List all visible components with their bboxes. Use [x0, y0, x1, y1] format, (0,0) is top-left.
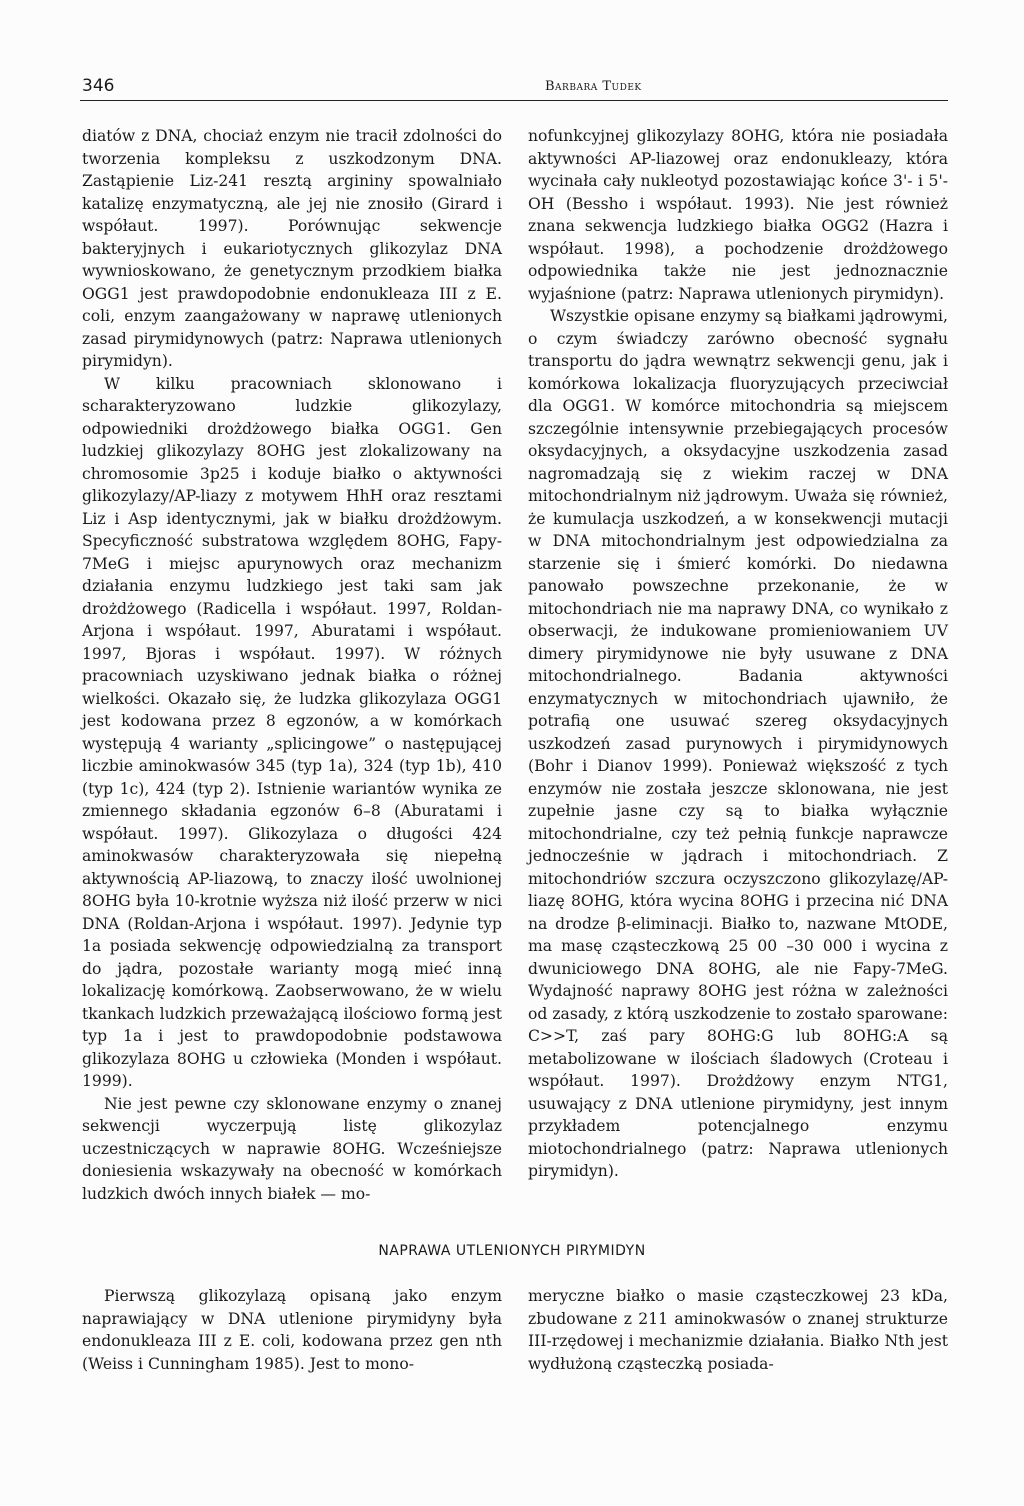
paragraph: nofunkcyjnej glikozylazy 8OHG, która nie posiadała aktywności AP-liazowej oraz endonukleazy, która wycinała cały nukleotyd pozostawiając końce 3'- i 5'-OH (Bessho i współaut. 1993). Nie jest również znana sekwencja ludzkiego białka OGG2 (Hazra i współaut. 1998), a pochodzenie drożdżowego odpowiednika także nie jest jednoznacznie wyjaśnione (patrz: Naprawa utlenionych pirymidyn).	[528, 127, 948, 303]
page-number: 346	[82, 76, 115, 96]
section-title: NAPRAWA UTLENIONYCH PIRYMIDYN	[378, 1243, 646, 1259]
page-header	[80, 74, 948, 101]
paragraph: W kilku pracowniach sklonowano i scharakteryzowano ludzkie glikozylazy, odpowiedniki drożdżowego białka OGG1. Gen ludzkiej glikozylazy 8OHG jest zlokalizowany na chromosomie 3p25 i koduje białko o aktywności glikozylazy/AP-liazy z motywem HhH oraz resztami Liz i Asp identycznymi, jak w białku drożdżowym. Specyficzność substratowa względem 8OHG, Fapy-7MeG i miejsc apurynowych oraz mechanizm działania enzymu ludzkiego jest taki sam jak drożdżowego (Radicella i współaut. 1997, Roldan-Arjona i współaut. 1997, Aburatami i współaut. 1997, Bjoras i współaut. 1997). W różnych pracowniach uzyskiwano jednak białka o różnej wielkości. Okazało się, że ludzka glikozylaza OGG1 jest kodowana przez 8 egzonów, a w komórkach występują 4 warianty „splicingowe” o następującej liczbie aminokwasów 345 (typ 1a), 324 (typ 1b), 410 (typ 1c), 424 (typ 2). Istnienie wariantów wynika ze zmiennego składania egzonów 6–8 (Aburatami i współaut. 1997). Glikozylaza o długości 424 aminokwasów charakteryzowała się niepełną aktywnością AP-liazową, to znaczy ilość uwolnionej 8OHG była 10-krotnie wyższa niż ilość przerw w nici DNA (Roldan-Arjona i współaut. 1997). Jedynie typ 1a posiada sekwencję odpowiedzialną za transport do jądra, pozostałe warianty mogą mieć inną lokalizację komórkową. Zaobserwowano, że w wielu tkankach ludzkich przeważającą ilościowo formą jest typ 1a i jest to prawdopodobnie podstawowa glikozylaza 8OHG u człowieka (Monden i współaut. 1999).	[82, 374, 502, 1090]
paragraph: meryczne białko o masie cząsteczkowej 23 kDa, zbudowane z 211 aminokwasów o znanej strukturze III-rzędowej i mechanizmie działania. Białko Nth jest wydłużoną cząsteczką posiada-	[528, 1287, 948, 1373]
running-head-author: Barbara Tudek	[545, 79, 642, 94]
right-column	[528, 125, 948, 1183]
bottom-left-column	[82, 1285, 502, 1375]
paragraph: diatów z DNA, chociaż enzym nie tracił zdolności do tworzenia kompleksu z uszkodzonym DNA. Zastąpienie Liz-241 resztą argininy spowalniało katalizę enzymatyczną, ale jej nie znosiło (Girard i współaut. 1997). Porównując sekwencje bakteryjnych i eukariotycznych glikozylaz DNA wywnioskowano, że genetycznym przodkiem białka OGG1 jest prawdopodobnie endonukleaza III z E. coli, enzym zaangażowany w naprawę utlenionych zasad pirymidynowych (patrz: Naprawa utlenionych pirymidyn).	[82, 127, 502, 370]
left-column	[82, 125, 502, 1205]
paragraph: Nie jest pewne czy sklonowane enzymy o znanej sekwencji wyczerpują listę glikozylaz uczestniczących w naprawie 8OHG. Wcześniejsze doniesienia wskazywały na obecność w komórkach ludzkich dwóch innych białek — mo-	[82, 1094, 502, 1203]
paragraph: Wszystkie opisane enzymy są białkami jądrowymi, o czym świadczy zarówno obecność sygnału transportu do jądra wewnątrz sekwencji genu, jak i komórkowa lokalizacja fluoryzujących przeciwciał dla OGG1. W komórce mitochondria są miejscem szczególnie intensywnie przebiegających procesów oksydacyjnych, a oksydacyjne uszkodzenia zasad nagromadzają się z wiekim raczej w DNA mitochondrialnym niż jądrowym. Uważa się również, że kumulacja uszkodzeń, a w konsekwencji mutacji w DNA mitochondrialnym jest odpowiedzialna za starzenie się i śmierć komórki. Do niedawna panowało powszechne przekonanie, że w mitochondriach nie ma naprawy DNA, co wynikało z obserwacji, że indukowane promieniowaniem UV dimery pirymidynowe nie były usuwane z DNA mitochondrialnego. Badania aktywności enzymatycznych w mitochondriach ujawniło, że potrafią one usuwać szereg oksydacyjnych uszkodzeń zasad purynowych i pirymidynowych (Bohr i Dianov 1999). Ponieważ większość z tych enzymów nie została jeszcze sklonowana, nie jest zupełnie jasne czy są to białka wyłącznie mitochondrialne, czy też pełnią funkcje naprawcze jednocześnie w jądrach i mitochondriach. Z mitochondriów szczura oczyszczono glikozylazę/AP-liazę 8OHG, która wycina 8OHG i przecina nić DNA na drodze β-eliminacji. Białko to, nazwane MtODE, ma masę cząsteczkową 25 00 –30 000 i wycina z dwuniciowego DNA 8OHG, ale nie Fapy-7MeG. Wydajność naprawy 8OHG jest różna w zależności od zasady, z którą uszkodzenie to zostało sparowane: C>>T, zaś pary 8OHG:G lub 8OHG:A są metabolizowane w ilościach śladowych (Croteau i współaut. 1997). Drożdżowy enzym NTG1, usuwający z DNA utlenione pirymidyny, jest innym przykładem potencjalnego enzymu miotochondrialnego (patrz: Naprawa utlenionych pirymidyn).	[528, 307, 948, 1180]
paragraph: Pierwszą glikozylazą opisaną jako enzym naprawiający w DNA utlenione pirymidyny była endonukleaza III z E. coli, kodowana przez gen nth (Weiss i Cunningham 1985). Jest to mono-	[82, 1287, 502, 1373]
bottom-right-column	[528, 1285, 948, 1375]
